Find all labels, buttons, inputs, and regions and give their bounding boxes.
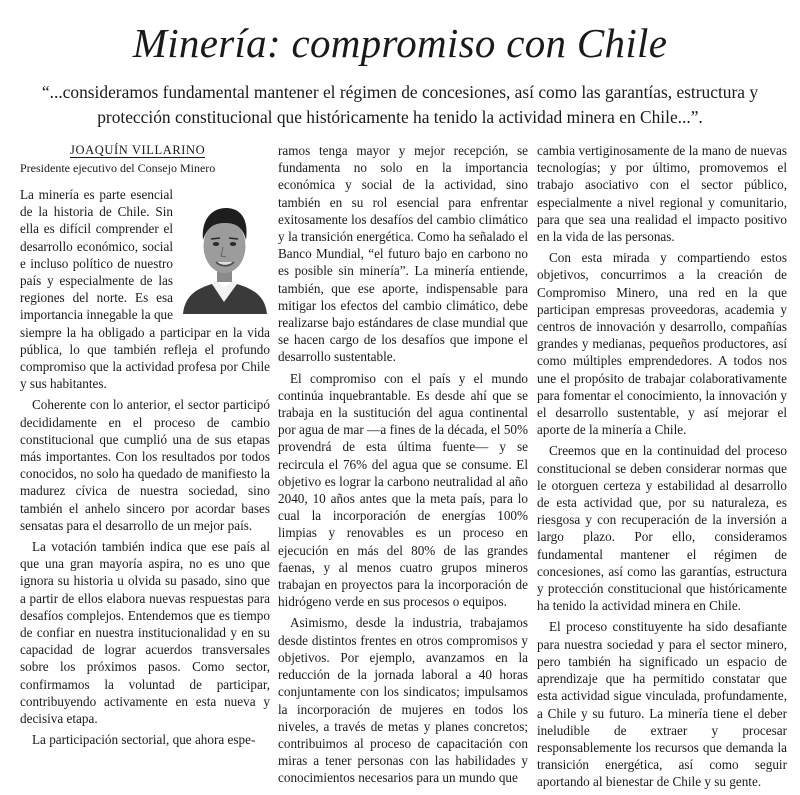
author-role: Presidente ejecutivo del Consejo Minero <box>20 161 216 175</box>
paragraph: El compromiso con el país y el mundo continúa inquebrantable. Es desde ahí que se trabaja en la sustitución del agua continental por agua de mar —a fines de la década, el 50% provendrá de esta última fuente— y se recircula el 76% del agua que se consume. El objetivo es lograr la carbono neutralidad al año 2040, 10 años antes que la meta país, para lo cual la incorporación de energías 100% limpias y renovables es un proceso en ejecución en más del 80% de las grandes faenas, y al menos cuatro grupos mineros trabajan en proyectos para la incorporación de hidrógeno verde en sus procesos o equipos. <box>278 370 528 610</box>
paragraph: ramos tenga mayor y mejor recepción, se fundamenta no solo en la importancia económica y social de la actividad, sino también en su rol esencial para enfrentar exitosamente los desafíos del cambio climático y la transición energética. Como ha señalado el Banco Mundial, “el futuro bajo en carbono no es posible sin minería”. La minería entiende, también, que ese aporte, indispensable para mitigar los efectos del cambio climático, debe realizarse bajo estándares de clase mundial que se hacen cargo de los desafíos que impone el desarrollo sustentable. <box>278 143 528 365</box>
paragraph: La votación también indica que ese país al que una gran mayoría aspira, no es uno que ignora su historia u olvida su pasado, sino que a partir de ellos elabora nuevas respuestas para desafíos complejos. Entendemos que es tiempo de confiar en nuestra institucionalidad y en su capacidad de lograr acuerdos transversales sobre los próximos pasos. Como sector, confirmamos la voluntad de participar, contribuyendo activamente en esta nueva y decisiva etapa. <box>20 539 270 727</box>
column-1 <box>20 142 270 753</box>
paragraph: Con esta mirada y compartiendo estos objetivos, concurrimos a la creación de Compromiso Minero, una red en la que participan empresas proveedoras, academia y centros de innovación y desarrollo, compañías grandes y medianas, pequeños productores, así como múltiples emprendedores. A todos nos une el propósito de trabajar colaborativamente para fomentar el conocimiento, la innovación y el desarrollo sustentable, y así mejorar el aporte de la minería a Chile. <box>537 250 787 438</box>
article-title: Minería: compromiso con Chile <box>132 20 668 66</box>
paragraph: La minería es parte esencial de la historia de Chile. Sin ella es difícil comprender el desarrollo económico, social e incluso político de nuestro país y especialmente de las regiones del norte. Es esa importancia innegable la que siempre la ha obligado a participar en la vida pública, lo que también refleja el profundo compromiso que la actividad profesa por Chile y sus habitantes. <box>20 187 270 392</box>
column-2 <box>278 142 528 791</box>
paragraph: cambia vertiginosamente de la mano de nuevas tecnologías; y por último, promovemos el trabajo asociativo con el sector público, especialmente a nivel regional y comunitario, para que sea una realidad el impacto positivo en la vida de las personas. <box>537 143 787 245</box>
author-portrait-photo <box>179 190 270 314</box>
paragraph: Coherente con lo anterior, el sector participó decididamente en el proceso de cambio constitucional que cumplió una de sus etapas más importantes. Con los resultados por todos conocidos, no solo ha quedado de manifiesto la madurez cívica de nuestra sociedad, sino también el anhelo sincero por acordar bases sensatas para el desarrollo de un mejor país. <box>20 397 270 533</box>
paragraph: La participación sectorial, que ahora espe- <box>32 732 256 748</box>
paragraph: Asimismo, desde la industria, trabajamos desde distintos frentes en otros compromisos y objetivos. Por ejemplo, avanzamos en la reducción de la jornada laboral a 40 horas conjuntamente con los sindicatos; impulsamos la incorporación de mujeres en todos los niveles, a través de metas y planes concretos; contribuimos al proceso de capacitación con miras a tener personas con las habilidades y conocimientos necesarios para un mundo que <box>278 615 528 786</box>
paragraph: El proceso constituyente ha sido desafiante para nuestra sociedad y para el sector minero, pero también ha significado un espacio de aprendizaje que ha permitido constatar que esta actividad sigue vinculada, profundamente, a Chile y su futuro. La minería tiene el deber ineludible de extraer y procesar responsablemente los recursos que demanda la transición energética, así como seguir aportando al bienestar de Chile y su gente. <box>537 619 787 790</box>
author-name: JOAQUÍN VILLARINO <box>70 143 206 157</box>
pull-quote: “...consideramos fundamental mantener el régimen de concesiones, así como las garantías, estructura y protección constitucional que históricamente ha tenido la actividad minera en Chile...”. <box>41 82 759 127</box>
column-3 <box>537 142 787 795</box>
paragraph: Creemos que en la continuidad del proceso constitucional se deben considerar normas que le otorguen certeza y estabilidad al desarrollo de esta actividad que, por su naturaleza, es riesgosa y con recuperación de la inversión a largo plazo. Por ello, consideramos fundamental mantener el régimen de concesiones, así como las garantías, estructura y protección constitucional que históricamente ha tenido la actividad minera en Chile. <box>537 443 787 614</box>
